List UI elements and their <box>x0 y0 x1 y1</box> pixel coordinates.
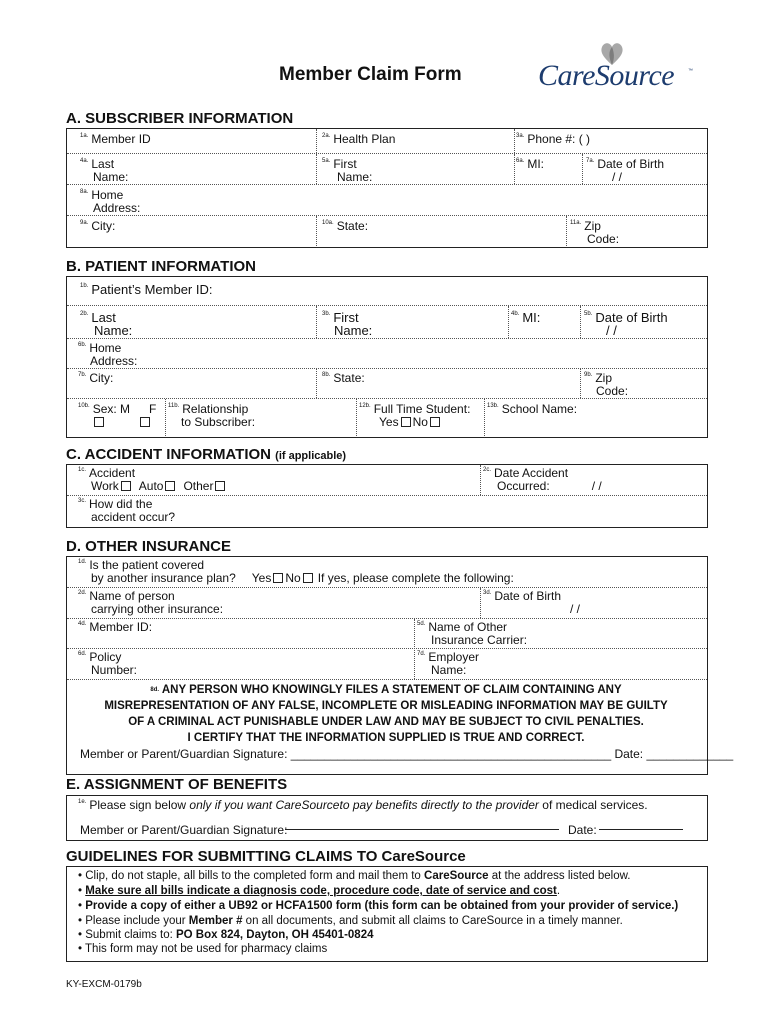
patient-mi-field[interactable]: $^{4b.}$ MI: <box>511 310 541 325</box>
form-code: KY-EXCM-0179b <box>66 979 142 990</box>
accident-description-field[interactable]: $^{3c.}$ How did the accident occur? <box>78 497 176 524</box>
subscriber-member-id-field[interactable]: $^{1a.}$ Member ID <box>80 132 151 146</box>
subscriber-phone-field[interactable]: $^{3a.}$ Phone #: ( ) <box>516 132 591 146</box>
form-title: Member Claim Form <box>279 64 462 85</box>
assignment-signature-label: Member or Parent/Guardian Signature: <box>80 823 288 837</box>
accident-date-field[interactable]: $^{2c.}$ Date Accident Occurred: / / <box>483 466 602 493</box>
accident-auto-checkbox[interactable] <box>165 481 175 491</box>
accident-other-checkbox[interactable] <box>215 481 225 491</box>
guideline-item: • Provide a copy of either a UB92 or HCFA1500 form (this form can be obtained from your provider of service.) <box>78 900 679 912</box>
other-insurance-dob-field[interactable]: $^{3d.}$ Date of Birth / / <box>483 589 581 616</box>
accident-type-field[interactable]: $^{1c.}$ Accident Work Auto Other <box>78 467 227 493</box>
logo-trademark: ™ <box>688 68 693 74</box>
subscriber-first-name-field[interactable]: $^{5a.}$ First Name: <box>322 157 373 184</box>
patient-first-name-field[interactable]: $^{3b.}$ First Name: <box>322 310 373 338</box>
other-insurance-member-id-field[interactable]: $^{4d.}$ Member ID: <box>78 620 153 634</box>
assignment-text: $^{1e.}$ Please sign below only if you want CareSourceto pay benefits directly to the provider of medical services. <box>78 798 648 812</box>
subscriber-address-field[interactable]: $^{8a.}$ Home Address: <box>80 188 141 215</box>
other-insurance-carrier-field[interactable]: $^{5d.}$ Name of Other Insurance Carrier: <box>417 620 528 647</box>
accident-work-checkbox[interactable] <box>121 481 131 491</box>
other-insurance-covered-field[interactable]: $^{1d.}$ Is the patient covered by another insurance plan? Yes No If yes, please complete the following: <box>78 558 514 585</box>
covered-yes-checkbox[interactable] <box>273 573 283 583</box>
patient-sex-field[interactable]: $^{10b.}$ Sex: M F <box>78 403 156 429</box>
subscriber-city-field[interactable]: $^{9a.}$ City: <box>80 219 116 233</box>
caresource-logo <box>538 55 698 97</box>
section-b-heading: B. PATIENT INFORMATION <box>66 258 256 275</box>
assignment-signature-line[interactable] <box>285 829 559 830</box>
subscriber-health-plan-field[interactable]: $^{2a.}$ Health Plan <box>322 132 396 146</box>
section-a-heading: A. SUBSCRIBER INFORMATION <box>66 110 294 127</box>
patient-state-field[interactable]: $^{8b.}$ State: <box>322 371 365 385</box>
sex-m-checkbox[interactable] <box>94 417 104 427</box>
patient-school-field[interactable]: $^{13b.}$ School Name: <box>487 402 578 416</box>
student-yes-checkbox[interactable] <box>401 417 411 427</box>
subscriber-dob-field[interactable]: $^{7a.}$ Date of Birth / / <box>586 157 665 184</box>
subscriber-last-name-field[interactable]: $^{4a.}$ Last Name: <box>80 157 129 184</box>
guideline-item: • Please include your Member # on all documents, and submit all claims to CareSource in a timely manner. <box>78 915 623 927</box>
patient-address-field[interactable]: $^{6b.}$ Home Address: <box>78 341 138 368</box>
patient-student-field[interactable]: $^{12b.}$ Full Time Student: Yes No <box>359 402 471 429</box>
subscriber-zip-field[interactable]: $^{11a.}$ Zip Code: <box>570 219 620 246</box>
fraud-notice: $^{8d.}$ ANY PERSON WHO KNOWINGLY FILES A STATEMENT OF CLAIM CONTAINING ANY MISREPRESENTATION OF ANY FALSE, INCOMPLETE OR MISLEADING INFORMATION MAY BE GUILTY OF A CRIMINAL ACT PUNISHABLE UNDER LAW AND MAY BE SUBJECT TO CIVIL PENALTIES. I CERTIFY THAT THE INFORMATION SUPPLIED IS TRUE AND CORRECT. <box>104 684 668 744</box>
patient-member-id-field[interactable]: $^{1b.}$ Patient’s Member ID: <box>80 282 213 297</box>
subscriber-state-field[interactable]: $^{10a.}$ State: <box>322 219 369 233</box>
patient-last-name-field[interactable]: $^{2b.}$ Last Name: <box>80 310 133 338</box>
other-insurance-person-field[interactable]: $^{2d.}$ Name of person carrying other insurance: <box>78 589 224 616</box>
assignment-date-label: Date: <box>568 823 597 837</box>
sex-f-checkbox[interactable] <box>140 417 150 427</box>
subscriber-mi-field[interactable]: $^{6a.}$ MI: <box>516 157 545 171</box>
guideline-item: • This form may not be used for pharmacy claims <box>78 943 328 955</box>
section-d-heading: D. OTHER INSURANCE <box>66 538 232 555</box>
patient-city-field[interactable]: $^{7b.}$ City: <box>78 371 114 385</box>
section-d-signature-line[interactable]: Member or Parent/Guardian Signature: ________________________________________________ Date: _____________ <box>80 747 734 761</box>
student-no-checkbox[interactable] <box>430 417 440 427</box>
guidelines-heading: GUIDELINES FOR SUBMITTING CLAIMS TO CareSource <box>66 848 466 865</box>
other-insurance-policy-field[interactable]: $^{6d.}$ Policy Number: <box>78 650 138 677</box>
section-e-heading: E. ASSIGNMENT OF BENEFITS <box>66 776 288 793</box>
patient-relationship-field[interactable]: $^{11b.}$ Relationship to Subscriber: <box>168 402 256 429</box>
guideline-item: • Make sure all bills indicate a diagnosis code, procedure code, date of service and cost. <box>78 885 561 897</box>
patient-dob-field[interactable]: $^{5b.}$ Date of Birth / / <box>584 310 668 338</box>
guideline-item: • Submit claims to: PO Box 824, Dayton, OH 45401-0824 <box>78 929 374 941</box>
guideline-item: • Clip, do not staple, all bills to the completed form and mail them to CareSource at the address listed below. <box>78 870 631 882</box>
other-insurance-employer-field[interactable]: $^{7d.}$ Employer Name: <box>417 650 480 677</box>
patient-zip-field[interactable]: $^{9b.}$ Zip Code: <box>584 371 629 398</box>
assignment-date-line[interactable] <box>599 829 683 830</box>
covered-no-checkbox[interactable] <box>303 573 313 583</box>
section-c-heading: C. ACCIDENT INFORMATION (if applicable) <box>66 446 347 463</box>
logo-text: CareSource <box>538 59 675 92</box>
